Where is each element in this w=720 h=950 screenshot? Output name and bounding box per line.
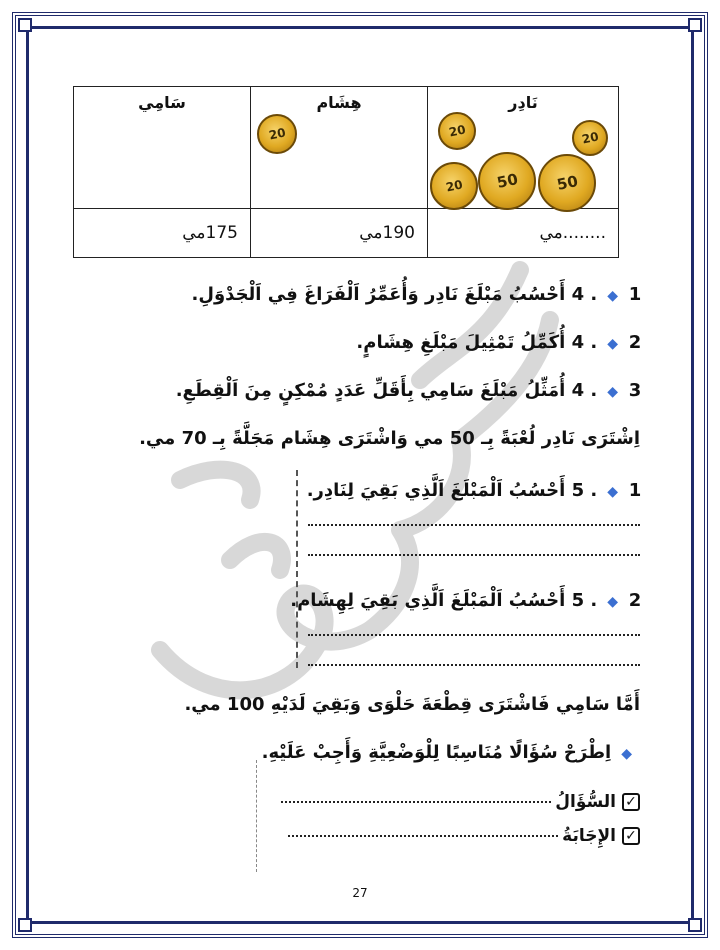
checkbox-icon: ✓ xyxy=(622,827,640,845)
question-row xyxy=(281,792,640,812)
question-label: السُّؤَالُ xyxy=(555,792,616,812)
frame-corner xyxy=(18,18,32,32)
coin-icon: 20 xyxy=(572,120,608,156)
divider-dashed xyxy=(256,760,257,872)
answer-line[interactable] xyxy=(308,634,640,636)
question-5-2: 2◆. 5 أَحْسُبُ اَلْمَبْلَغَ اَلَّذِي بَقِيَ لِهِشَام. xyxy=(290,590,642,611)
task-prompt: ◆اِطْرَحْ سُؤَالًا مُنَاسِبًا لِلْوَضْعِيَّةِ وَأَجِبْ عَلَيْهِ. xyxy=(261,742,632,763)
answer-input-line[interactable] xyxy=(288,835,558,837)
coin-icon: 50 xyxy=(478,152,536,210)
hisham-cell xyxy=(251,87,428,209)
diamond-bullet-icon: ◆ xyxy=(607,384,618,400)
question-input-line[interactable] xyxy=(281,801,551,803)
frame-corner xyxy=(688,918,702,932)
question-5-1: 1◆. 5 أَحْسُبُ اَلْمَبْلَغَ اَلَّذِي بَقِيَ لِنَادِر. xyxy=(306,480,642,501)
answer-label: الإِجَابَةُ xyxy=(562,826,616,846)
diamond-bullet-icon: ◆ xyxy=(607,594,618,610)
coin-icon: 20 xyxy=(430,162,478,210)
problem-statement-1: اِشْتَرَى نَادِر لُعْبَةً بِـ 50 مي وَاشْتَرَى هِشَام مَجَلَّةً بِـ 70 مي. xyxy=(139,428,640,449)
money-table xyxy=(73,86,619,258)
hisham-name: هِشَام xyxy=(316,93,362,112)
diamond-bullet-icon: ◆ xyxy=(607,288,618,304)
diamond-bullet-icon: ◆ xyxy=(607,484,618,500)
sami-amount: 175مي xyxy=(74,209,251,258)
answer-line[interactable] xyxy=(308,554,640,556)
nader-coins xyxy=(428,112,618,202)
hisham-amount: 190مي xyxy=(251,209,428,258)
answer-line[interactable] xyxy=(308,524,640,526)
hisham-coins xyxy=(251,112,427,202)
nader-cell xyxy=(428,87,619,209)
question-4-2: 2◆. 4 أُكَمِّلُ تَمْثِيلَ مَبْلَغِ هِشَامٍ. xyxy=(356,332,642,353)
question-4-3: 3◆. 4 أُمَثِّلُ مَبْلَغَ سَامِي بِأَقَلِّ عَدَدٍ مُمْكِنٍ مِنَ اَلْقِطَعِ. xyxy=(175,380,642,401)
divider-dashed xyxy=(296,470,298,668)
coin-icon: 50 xyxy=(538,154,596,212)
coin-icon: 20 xyxy=(438,112,476,150)
diamond-bullet-icon: ◆ xyxy=(607,336,618,352)
frame-corner xyxy=(688,18,702,32)
sami-name: سَامِي xyxy=(138,93,186,112)
diamond-bullet-icon: ◆ xyxy=(621,746,632,762)
checkbox-icon: ✓ xyxy=(622,793,640,811)
frame-corner xyxy=(18,918,32,932)
nader-amount[interactable]: ........مي xyxy=(428,209,619,258)
page-number: 27 xyxy=(352,886,368,900)
coin-icon: 20 xyxy=(257,114,297,154)
answer-line[interactable] xyxy=(308,664,640,666)
problem-statement-2: أَمَّا سَامِي فَاشْتَرَى قِطْعَةَ حَلْوَى وَبَقِيَ لَدَيْهِ 100 مي. xyxy=(184,694,640,715)
question-4-1: 1◆. 4 أَحْسُبُ مَبْلَغَ نَادِر وَأُعَمِّرُ اَلْفَرَاغَ فِي اَلْجَدْوَلِ. xyxy=(191,284,642,305)
answer-row xyxy=(288,826,640,846)
nader-name: نَادِر xyxy=(508,93,538,112)
sami-cell xyxy=(74,87,251,209)
